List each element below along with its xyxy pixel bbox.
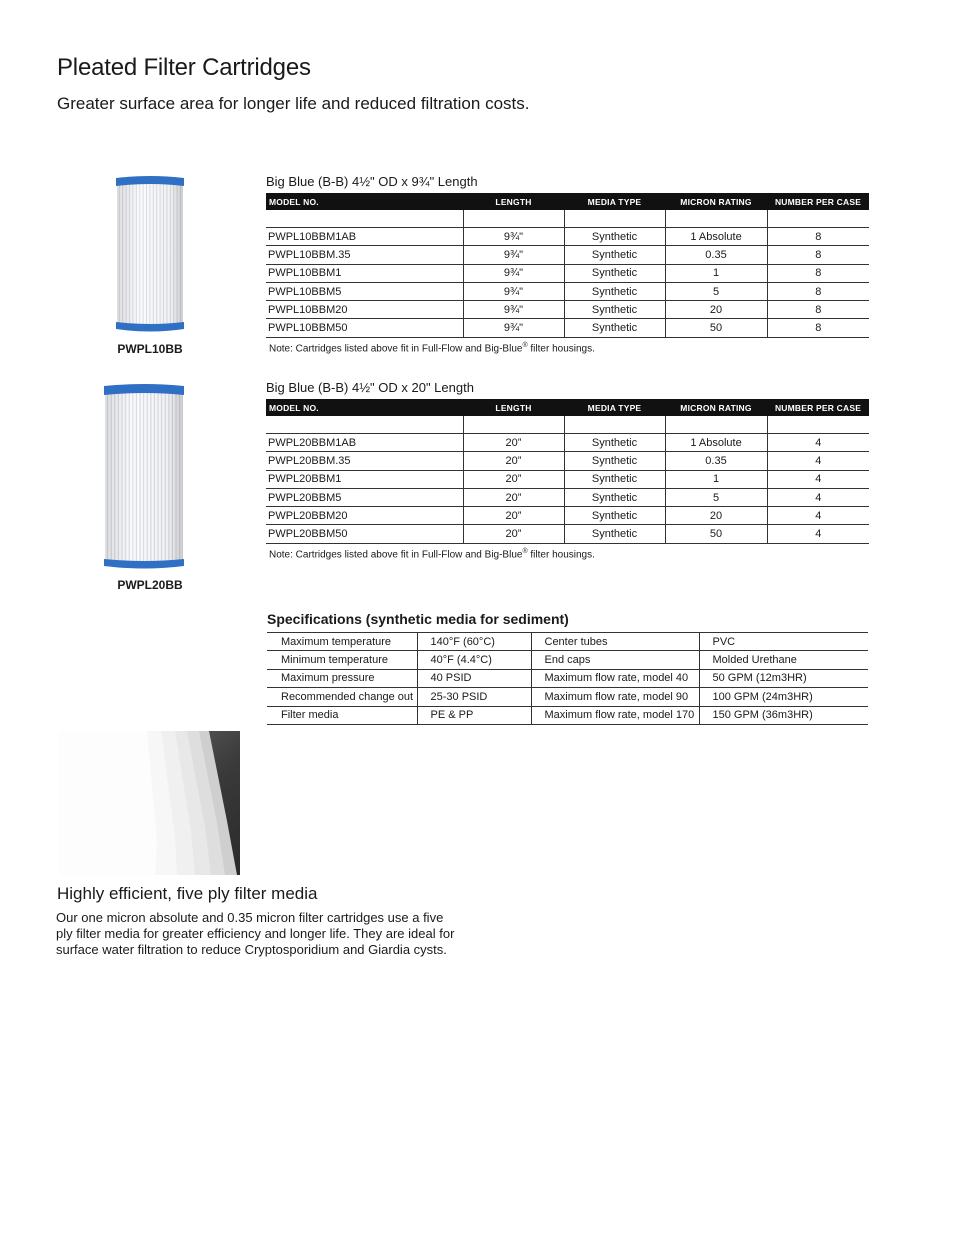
- table-cell: [564, 210, 665, 228]
- table-cell: PWPL10BBM50: [266, 319, 463, 337]
- column-header: NUMBER PER CASE: [767, 399, 869, 416]
- table-cell: 5: [665, 282, 767, 300]
- table-cell: Synthetic: [564, 301, 665, 319]
- table-cell: 1: [665, 264, 767, 282]
- table-cell: 8: [767, 282, 869, 300]
- table-cell: Maximum flow rate, model 90: [531, 688, 699, 706]
- table-row: [266, 488, 869, 506]
- column-header: MICRON RATING: [665, 399, 767, 416]
- table-cell: 20”: [463, 452, 564, 470]
- table-cell: 50: [665, 319, 767, 337]
- table-cell: PWPL20BBM50: [266, 525, 463, 543]
- table-cell: 40 PSID: [417, 669, 531, 687]
- table-cell: Recommended change out: [267, 688, 417, 706]
- table-cell: Molded Urethane: [699, 651, 868, 669]
- spec-row: [267, 633, 868, 651]
- table-row: [266, 319, 869, 337]
- table-cell: Maximum temperature: [267, 633, 417, 651]
- table-cell: Synthetic: [564, 507, 665, 525]
- table-cell: PWPL10BBM.35: [266, 246, 463, 264]
- table-cell: 4: [767, 507, 869, 525]
- table-cell: 8: [767, 264, 869, 282]
- table-cell: Synthetic: [564, 434, 665, 452]
- table-cell: [266, 210, 463, 228]
- table-cell: Center tubes: [531, 633, 699, 651]
- column-header: LENGTH: [463, 399, 564, 416]
- table-cell: [767, 210, 869, 228]
- table-cell: Synthetic: [564, 282, 665, 300]
- table-cell: PWPL20BBM5: [266, 488, 463, 506]
- table-row: [266, 246, 869, 264]
- table-cell: 20”: [463, 525, 564, 543]
- table-cell: [463, 416, 564, 434]
- table-cell: PVC: [699, 633, 868, 651]
- table-10bb-title: Big Blue (B-B) 4½" OD x 9¾" Length: [266, 174, 478, 189]
- table-20bb-title: Big Blue (B-B) 4½" OD x 20" Length: [266, 380, 474, 395]
- column-header: NUMBER PER CASE: [767, 193, 869, 210]
- table-spacer-row: [266, 210, 869, 228]
- table-cell: [767, 416, 869, 434]
- table-cell: 140°F (60°C): [417, 633, 531, 651]
- table-cell: 150 GPM (36m3HR): [699, 706, 868, 724]
- table-cell: Maximum flow rate, model 170: [531, 706, 699, 724]
- cartridge-10bb-label: PWPL10BB: [117, 342, 183, 356]
- table-cell: Synthetic: [564, 264, 665, 282]
- column-header: MICRON RATING: [665, 193, 767, 210]
- table-cell: 40°F (4.4°C): [417, 651, 531, 669]
- table-cell: 20”: [463, 470, 564, 488]
- cartridge-20bb-image: [101, 383, 187, 571]
- table-cell: 4: [767, 452, 869, 470]
- table-cell: 20”: [463, 434, 564, 452]
- table-cell: [665, 210, 767, 228]
- spec-row: [267, 669, 868, 687]
- table-cell: 25-30 PSID: [417, 688, 531, 706]
- table-row: [266, 282, 869, 300]
- spec-row: [267, 688, 868, 706]
- table-cell: Synthetic: [564, 488, 665, 506]
- table-cell: 4: [767, 488, 869, 506]
- table-cell: Synthetic: [564, 470, 665, 488]
- table-row: [266, 434, 869, 452]
- spec-row: [267, 651, 868, 669]
- page-title: Pleated Filter Cartridges: [57, 54, 311, 81]
- table-cell: Synthetic: [564, 246, 665, 264]
- table-cell: [266, 416, 463, 434]
- table-spacer-row: [266, 416, 869, 434]
- table-row: [266, 507, 869, 525]
- table-cell: Synthetic: [564, 319, 665, 337]
- table-cell: 0.35: [665, 246, 767, 264]
- table-cell: Maximum flow rate, model 40: [531, 669, 699, 687]
- table-cell: PWPL10BBM20: [266, 301, 463, 319]
- table-cell: 4: [767, 525, 869, 543]
- table-cell: End caps: [531, 651, 699, 669]
- table-cell: PWPL20BBM1: [266, 470, 463, 488]
- specifications-title: Specifications (synthetic media for sediment): [267, 611, 569, 627]
- table-cell: PWPL10BBM1AB: [266, 228, 463, 246]
- table-10bb-note: Note: Cartridges listed above fit in Full-Flow and Big-Blue® filter housings.: [269, 342, 595, 355]
- table-cell: 1 Absolute: [665, 228, 767, 246]
- table-cell: 9¾": [463, 282, 564, 300]
- filter-media-photo: [59, 731, 240, 875]
- column-header: MODEL NO.: [266, 193, 463, 210]
- table-10bb: [266, 193, 869, 338]
- table-row: [266, 264, 869, 282]
- table-cell: [564, 416, 665, 434]
- table-row: [266, 301, 869, 319]
- column-header: MEDIA TYPE: [564, 399, 665, 416]
- cartridge-20bb-label: PWPL20BB: [117, 578, 183, 592]
- table-cell: [463, 210, 564, 228]
- page-subtitle: Greater surface area for longer life and reduced filtration costs.: [57, 94, 530, 113]
- table-cell: 8: [767, 228, 869, 246]
- table-cell: 4: [767, 470, 869, 488]
- table-cell: PWPL10BBM1: [266, 264, 463, 282]
- table-cell: 9¾": [463, 246, 564, 264]
- table-20bb-note: Note: Cartridges listed above fit in Full-Flow and Big-Blue® filter housings.: [269, 548, 595, 561]
- table-cell: 100 GPM (24m3HR): [699, 688, 868, 706]
- table-cell: 8: [767, 301, 869, 319]
- table-cell: PWPL20BBM.35: [266, 452, 463, 470]
- table-cell: PWPL10BBM5: [266, 282, 463, 300]
- table-cell: PWPL20BBM1AB: [266, 434, 463, 452]
- media-heading: Highly efficient, five ply filter media: [57, 884, 318, 903]
- table-cell: PWPL20BBM20: [266, 507, 463, 525]
- table-cell: PE & PP: [417, 706, 531, 724]
- table-cell: 50: [665, 525, 767, 543]
- table-20bb: [266, 399, 869, 544]
- spec-row: [267, 706, 868, 724]
- table-cell: 20”: [463, 507, 564, 525]
- column-header: MEDIA TYPE: [564, 193, 665, 210]
- table-cell: Synthetic: [564, 228, 665, 246]
- table-cell: 5: [665, 488, 767, 506]
- table-cell: 0.35: [665, 452, 767, 470]
- table-cell: 20”: [463, 488, 564, 506]
- table-cell: 1: [665, 470, 767, 488]
- table-cell: 20: [665, 507, 767, 525]
- table-cell: Maximum pressure: [267, 669, 417, 687]
- table-cell: 9¾": [463, 319, 564, 337]
- media-description: Our one micron absolute and 0.35 micron filter cartridges use a five ply filter media for greater efficiency and longer life. They are ideal for surface water filtration to reduce Cryptosporidium and Giardia cysts.: [56, 910, 455, 957]
- table-row: [266, 525, 869, 543]
- cartridge-10bb-image: [113, 175, 187, 333]
- table-row: [266, 228, 869, 246]
- table-cell: 9¾": [463, 228, 564, 246]
- table-cell: 50 GPM (12m3HR): [699, 669, 868, 687]
- table-cell: Minimum temperature: [267, 651, 417, 669]
- table-row: [266, 452, 869, 470]
- table-cell: [665, 416, 767, 434]
- table-cell: Filter media: [267, 706, 417, 724]
- column-header: LENGTH: [463, 193, 564, 210]
- table-cell: 9¾": [463, 264, 564, 282]
- table-cell: Synthetic: [564, 452, 665, 470]
- specifications-table: [267, 632, 868, 725]
- table-cell: 9¾": [463, 301, 564, 319]
- table-cell: 8: [767, 319, 869, 337]
- table-cell: 20: [665, 301, 767, 319]
- table-row: [266, 470, 869, 488]
- table-cell: 4: [767, 434, 869, 452]
- table-cell: Synthetic: [564, 525, 665, 543]
- table-cell: 1 Absolute: [665, 434, 767, 452]
- column-header: MODEL NO.: [266, 399, 463, 416]
- table-cell: 8: [767, 246, 869, 264]
